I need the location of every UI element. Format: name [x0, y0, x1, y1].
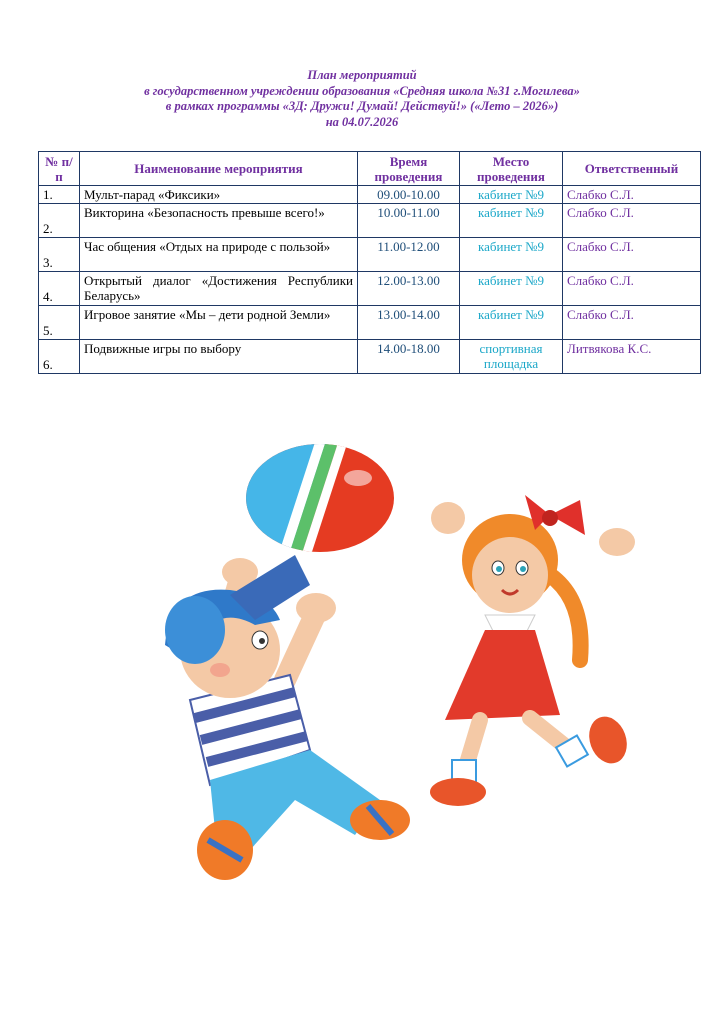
event-place: спортивная площадка [460, 340, 563, 374]
table-row [39, 186, 701, 204]
ball-icon [225, 440, 394, 560]
event-responsible: Слабко С.Л. [563, 238, 701, 272]
girl-figure [430, 495, 635, 806]
table-row [39, 204, 701, 238]
row-number: 3. [39, 238, 80, 272]
event-name: Мульт-парад «Фиксики» [80, 186, 358, 204]
event-time: 13.00-14.00 [358, 306, 460, 340]
row-number: 5. [39, 306, 80, 340]
event-time: 10.00-11.00 [358, 204, 460, 238]
table-header-row [39, 152, 701, 186]
event-time: 09.00-10.00 [358, 186, 460, 204]
column-header-responsible: Ответственный [563, 152, 701, 186]
event-place: кабинет №9 [460, 204, 563, 238]
header-institution: в государственном учреждении образования «Средняя школа №31 г.Могилева» [144, 83, 580, 98]
event-place: кабинет №9 [460, 272, 563, 306]
event-time: 12.00-13.00 [358, 272, 460, 306]
events-table [38, 151, 701, 374]
row-number: 2. [39, 204, 80, 238]
header-program: в рамках программы «3Д: Дружи! Думай! Действуй!» («Лето – 2026») [165, 99, 559, 113]
row-number: 1. [39, 186, 80, 204]
column-header-place: Место проведения [460, 152, 563, 186]
event-responsible: Слабко С.Л. [563, 272, 701, 306]
boy-figure [165, 555, 410, 880]
column-header-number: № п/п [39, 152, 80, 186]
event-place: кабинет №9 [460, 238, 563, 272]
event-time: 11.00-12.00 [358, 238, 460, 272]
event-place: кабинет №9 [460, 186, 563, 204]
table-row [39, 238, 701, 272]
table-row [39, 340, 701, 374]
event-responsible: Слабко С.Л. [563, 204, 701, 238]
event-name: Открытый диалог «Достижения Республики Беларусь» [80, 272, 358, 306]
header-date: на 04.07.2026 [325, 114, 399, 129]
document-header [0, 68, 724, 130]
column-header-time: Время проведения [358, 152, 460, 186]
event-responsible: Слабко С.Л. [563, 306, 701, 340]
header-title: План мероприятий [307, 68, 417, 82]
event-place: кабинет №9 [460, 306, 563, 340]
event-time: 14.00-18.00 [358, 340, 460, 374]
row-number: 6. [39, 340, 80, 374]
event-name: Подвижные игры по выбору [80, 340, 358, 374]
table-row [39, 272, 701, 306]
event-name: Час общения «Отдых на природе с пользой» [80, 238, 358, 272]
row-number: 4. [39, 272, 80, 306]
children-playing-ball-illustration [80, 440, 650, 900]
table-row [39, 306, 701, 340]
event-responsible: Слабко С.Л. [563, 186, 701, 204]
event-name: Игровое занятие «Мы – дети родной Земли» [80, 306, 358, 340]
column-header-event: Наименование мероприятия [80, 152, 358, 186]
event-name: Викторина «Безопасность превыше всего!» [80, 204, 358, 238]
event-responsible: Литвякова К.С. [563, 340, 701, 374]
